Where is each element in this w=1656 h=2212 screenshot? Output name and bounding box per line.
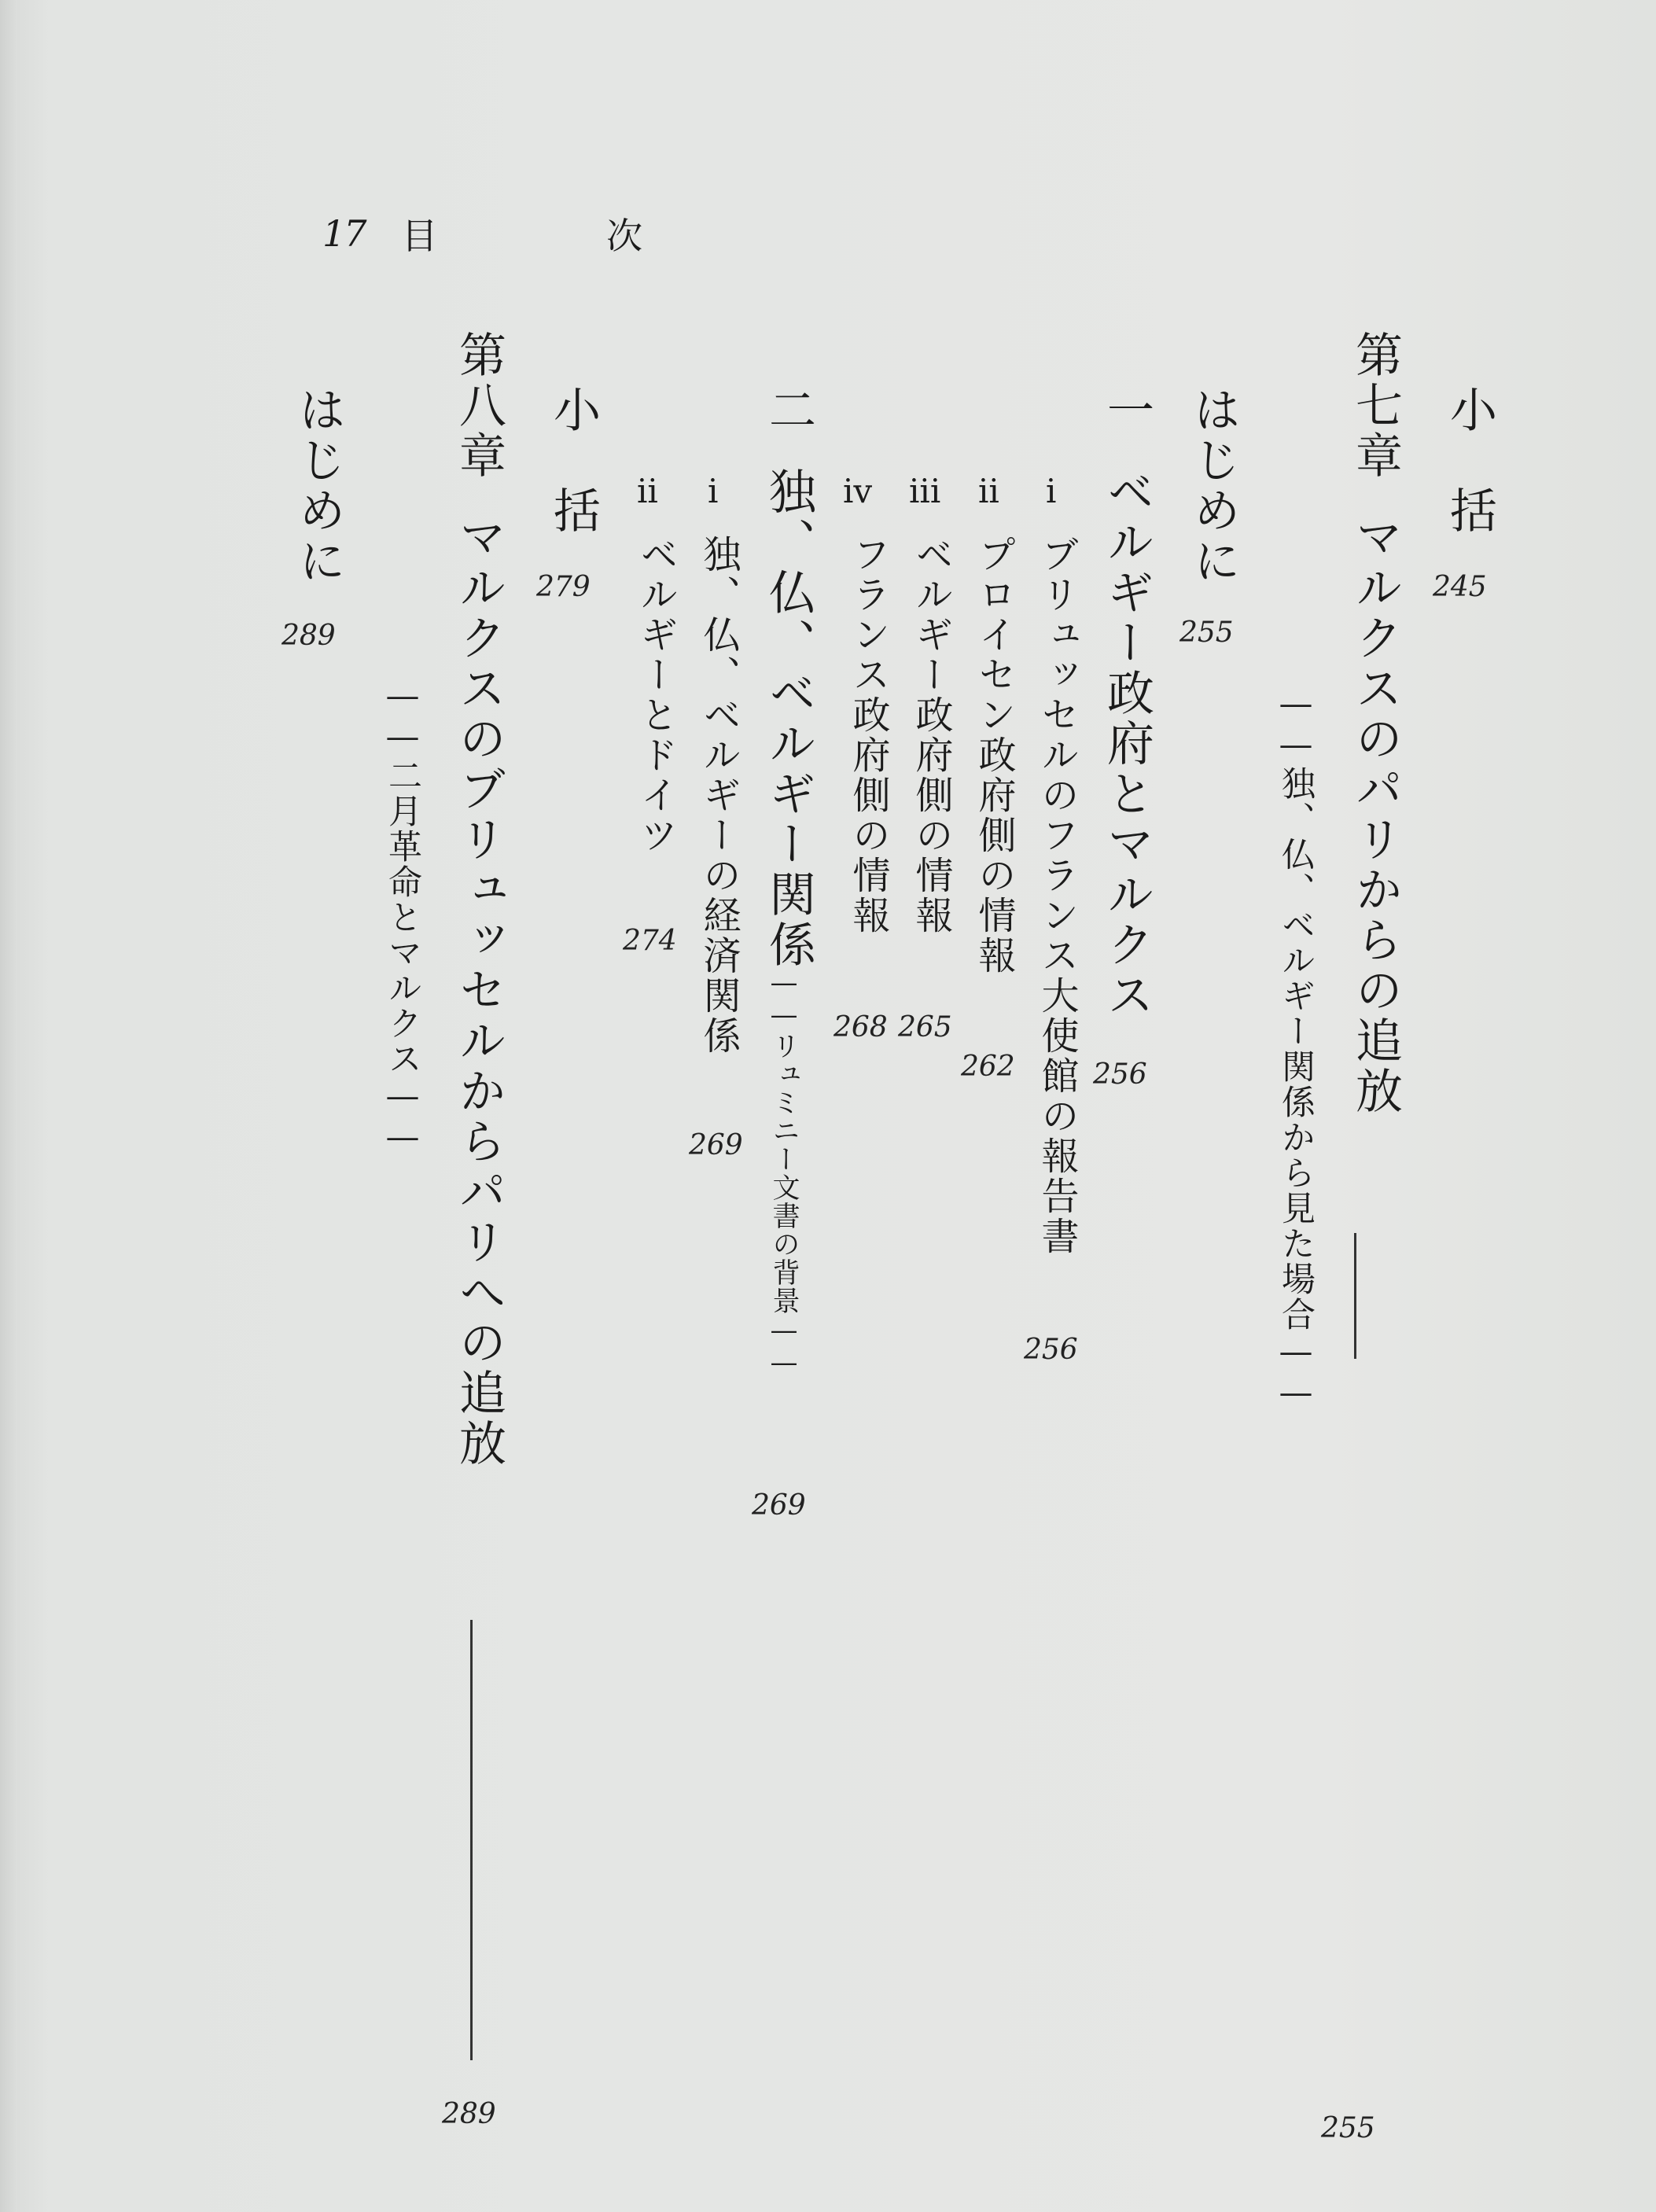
- toc-page-sub-1-ii: 262: [961, 1051, 1015, 1083]
- toc-chapter-7: [1341, 330, 1409, 1117]
- toc-page-sub-1-iv: 268: [834, 1011, 888, 1043]
- toc-entry-intro-8: はじめに: [291, 385, 346, 587]
- chapter-7-label: 第七章: [1348, 330, 1403, 481]
- chapter-8-leader: [470, 1620, 473, 2060]
- sub-2-ii-number: ii: [637, 472, 658, 510]
- sub-1-ii-number: ii: [978, 472, 999, 510]
- toc-page-sub-2-i: 269: [689, 1129, 743, 1161]
- toc-sub-1-ii: プロイセン政府側の情報: [972, 535, 1016, 976]
- toc-page-summary-1: 245: [1433, 571, 1487, 603]
- sub-1-iii-number: iii: [909, 472, 941, 510]
- section-2-title: 独、仏、ベルギー関係: [761, 467, 816, 970]
- toc-section-1: [1093, 385, 1161, 1021]
- chapter-7-title: マルクスのパリからの追放: [1348, 513, 1403, 1117]
- toc-page-sub-2-ii: 274: [623, 925, 677, 957]
- section-1-title: ベルギー政府とマルクス: [1099, 467, 1154, 1021]
- sub-2-i-number: i: [708, 472, 719, 510]
- toc-page-sub-1-i: 256: [1024, 1334, 1078, 1366]
- section-2-subtitle: ——リュミニー文書の背景——: [768, 967, 800, 1379]
- chapter-7-subtitle: ——独、仏、ベルギー関係から見た場合——: [1276, 684, 1316, 1414]
- toc-page-section-1: 256: [1093, 1058, 1147, 1091]
- toc-sub-1-iii: ベルギー政府側の情報: [909, 535, 953, 936]
- page-header: [322, 206, 721, 261]
- section-1-number: 一: [1099, 385, 1154, 436]
- toc-sub-2-ii: ベルギーとドイツ: [634, 535, 678, 856]
- chapter-8-label: 第八章: [451, 330, 506, 481]
- section-2-number: 二: [761, 385, 816, 436]
- toc-entry-intro-7: はじめに: [1186, 385, 1241, 587]
- toc-entry-summary-1: 小 括: [1442, 385, 1497, 536]
- toc-page-section-2: 269: [752, 1489, 806, 1522]
- toc-entry-summary-2: 小 括: [546, 385, 601, 536]
- toc-page-sub-1-iii: 265: [898, 1011, 952, 1043]
- chapter-7-leader: [1354, 1233, 1356, 1359]
- toc-page-intro-8: 289: [282, 620, 336, 652]
- toc-section-2: [755, 385, 822, 970]
- chapter-8-title: マルクスのブリュッセルからパリへの追放: [451, 513, 506, 1469]
- sub-1-i-number: i: [1046, 472, 1057, 510]
- toc-page-summary-2: 279: [536, 571, 591, 603]
- toc-page-intro-7: 255: [1179, 616, 1234, 649]
- toc-sub-1-iv: フランス政府側の情報: [846, 535, 890, 936]
- toc-page-chapter-8: 289: [442, 2098, 496, 2130]
- page-number: 17: [322, 212, 366, 255]
- toc-chapter-8: [445, 330, 513, 1469]
- sub-1-iv-number: iv: [843, 472, 873, 510]
- page-edge: [0, 0, 17, 2212]
- toc-sub-1-i: ブリュッセルのフランス大使館の報告書: [1035, 535, 1079, 1257]
- toc-page-chapter-7: 255: [1321, 2112, 1375, 2144]
- running-head: 目 次: [401, 215, 722, 257]
- chapter-8-subtitle: ——二月革命とマルクス——: [383, 676, 422, 1158]
- toc-sub-2-i: 独、仏、ベルギーの経済関係: [697, 535, 741, 1056]
